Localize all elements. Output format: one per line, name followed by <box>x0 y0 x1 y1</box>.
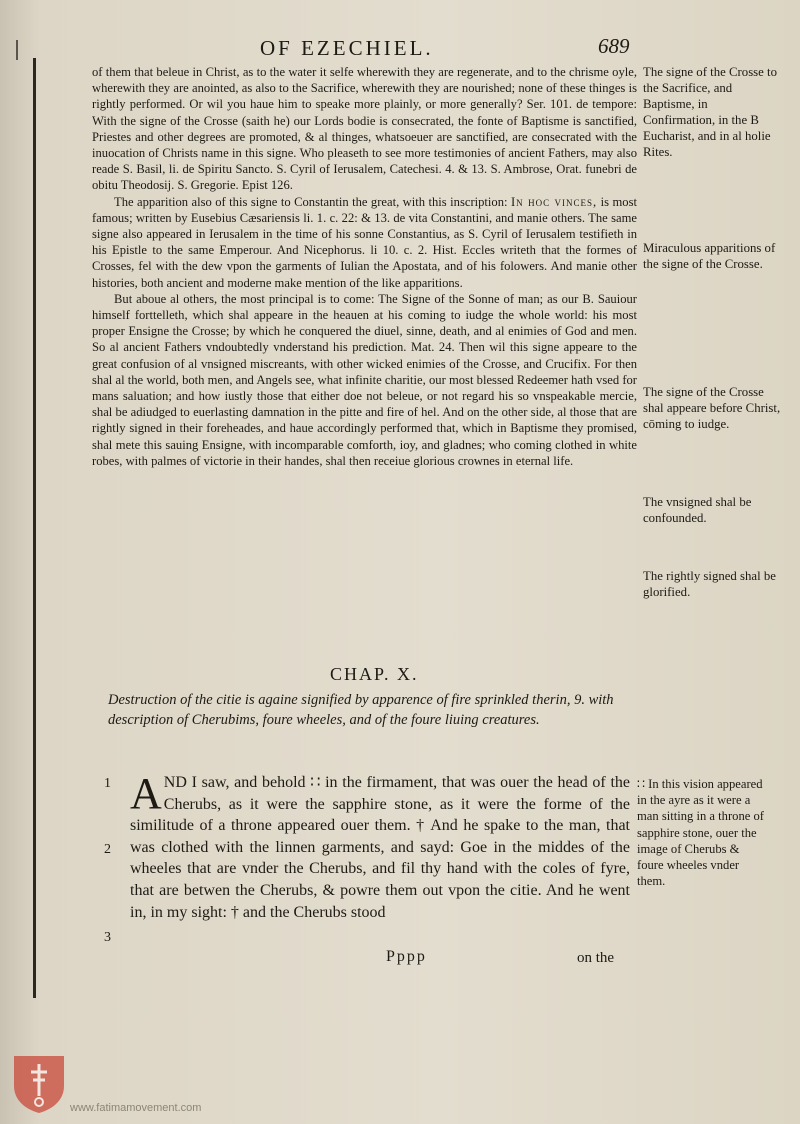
chapter-heading: CHAP. X. <box>330 664 419 684</box>
paragraph-3: But aboue al others, the most principal is to come: The Signe of the Sonne of man; as our B. Sauiour himself forttelleth, which shal appeare in the heauen at his coming to iudge the whole world: his most proper Ensigne the Crosse; by which he conquered the diuel, sinne, death, and al enimies of God and men. So al ancient Fathers vndoubtedly vnderstand his prediction. Mat. 24. Then wil this signe appeare to the great confusion of al vnsigned miscreants, with other wicked enimies of the Crosse, and Crucifix. For then shal al the world, both men, and Angels see, what infinite charitie, our most blessed Redeemer hath vsed for mans saluation; and how iustly those that either doe not beleue, or not regard his so vnspeakable mercie, shal be adiudged to euerlasting damnation in the pitte and fire of hel. And on the other side, al those that are rightly signed in their foreheades, and haue accordingly performed that, which in Baptisme they promised, shal mete this sauing Ensigne, with incomparable comforth, ioy, and gladnes; who coming clothed in white robes, with palmes of victorie in their handes, shal then receiue glorious crownes in eternal life. <box>92 291 637 468</box>
verse-text: ND I saw, and behold ∷ in the firmament, that was ouer the head of the Cherubs, as it were the sapphire stone, as it were the forme of the similitude of a throne appeared ouer them. † And he spake to the man, that was clothed with the linnen garments, and sayd: Goe in the middes of the wheeles that are vnder the Cherubs, and fil thy hand with the coles of fyre, that are betwen the Cherubs, & powre them out vpon the citie. And he went in, in my sight: † and the Cherubs stood <box>130 774 630 921</box>
paragraph-2 <box>92 194 637 291</box>
paragraph-1: of them that beleue in Christ, as to the water it selfe wherewith they are regenerate, and to the chrisme oyle, wherewith they are anointed, as also to the Sacrifice, wherewith they are nourished; none of these thinges is rightly performed. Or wil you haue him to speake more plainly, or more generally? Ser. 101. de tempore: With the signe of the Crosse (saith he) our Lords bodie is consecrated, the fonte of Baptisme is sanctified, Priestes and other degrees are promoted, & al thinges, whatsoeuer are sanctified, are consecrated with the inuocation of Christs name in this signe. Who pleaseth to see more testimonies of ancient Fathers, may also reade S. Basil, li. de Spiritu Sancto. S. Cyril of Ierusalem, Catechesi. 4. & 13. S. Ambrose, Orat. funebri de obitu Theodosij. S. Gregorie. Epist 126. <box>92 65 637 193</box>
margin-note-2: Miraculous apparitions of the signe of the Crosse. <box>643 241 776 271</box>
margin-note-3: The signe of the Crosse shal appeare before Christ, cōming to iudge. <box>643 385 781 431</box>
running-title: OF EZECHIEL. <box>260 36 434 60</box>
margin-note-4: The vnsigned shal be confounded. <box>643 495 752 525</box>
paragraph-2-lead: The apparition also of this signe to Constantin the great, with this inscription: <box>114 194 511 209</box>
paragraph-2-rest: is most famous; written by Eusebius Cæsariensis li. 1. c. 22: & 13. de vita Constantini, and manie others. The same signe also appeared in Ierusalem in the time of his sonne Constantius, as S. Cyril of Ierusalem testifieth in his Epistle to the same Emperour. And Nicephorus. li 10. c. 2. Hist. Eccles writeth that the formes of Crosses, fel with the dew vpon the garments of Iulian the Apostata, and of his folowers. And manie other histories, both ancient and moderne make mention of the like apparitions. <box>92 194 637 290</box>
catchword: on the <box>577 950 615 966</box>
margin-note-5: The rightly signed shal be glorified. <box>643 569 776 599</box>
commentary-text <box>92 64 637 469</box>
page-number: 689 <box>598 34 630 58</box>
verse-number: 3 <box>104 930 111 945</box>
signature-mark: Pppp <box>386 948 427 965</box>
drop-cap: A <box>130 769 162 818</box>
gutter-rule <box>33 58 36 998</box>
margin-note-1: The signe of the Crosse to the Sacrifice, and Baptisme, in Confirmation, in the B Eucharist, and in al holie Rites. <box>643 65 777 159</box>
verse-number: 2 <box>104 842 111 857</box>
verse-number: 1 <box>104 776 111 791</box>
scripture-verses <box>130 769 630 923</box>
chapter-argument: Destruction of the citie is againe signified by apparence of fire sprinkled therin, 9. with description of Cherubims, foure wheeles, and of the foure liuing creatures. <box>108 692 614 728</box>
inscription: In hoc vinces, <box>510 194 598 209</box>
verse-margin-note: ∷ In this vision appeared in the ayre as it were a man sitting in a throne of sapphire stone, ouer the image of Cherubs & foure wheeles vnder them. <box>637 777 764 889</box>
papal-shield-logo-icon <box>10 1052 68 1114</box>
page-header <box>260 36 700 66</box>
binding-mark <box>16 40 18 60</box>
website-watermark[interactable]: www.fatimamovement.com <box>70 1102 202 1114</box>
